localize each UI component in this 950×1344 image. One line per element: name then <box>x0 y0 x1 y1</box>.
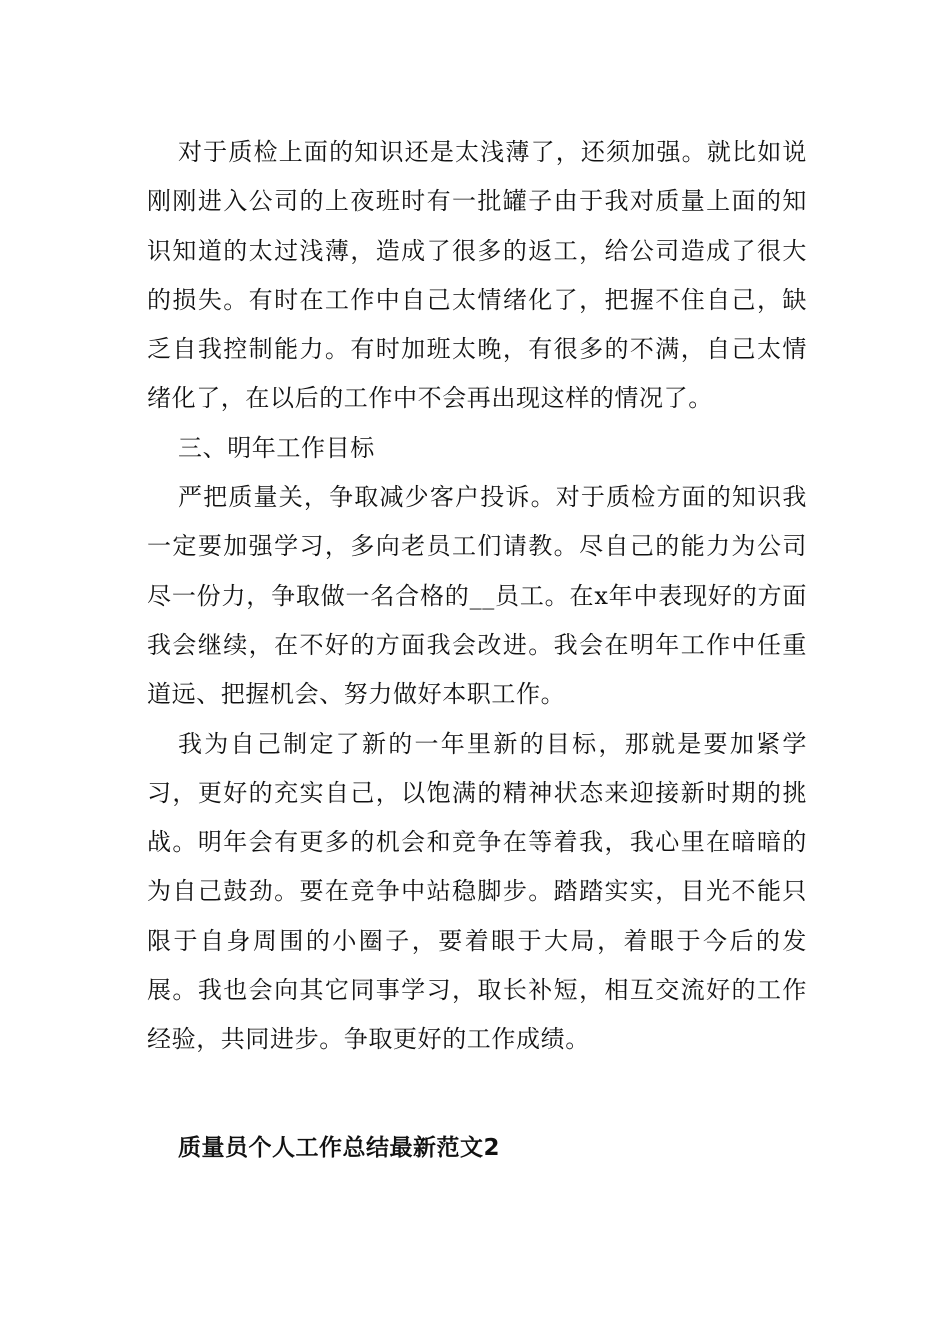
body-text <box>147 128 807 1065</box>
paragraph-quality-knowledge: 对于质检上面的知识还是太浅薄了，还须加强。就比如说刚刚进入公司的上夜班时有一批罐子由于我对质量上面的知识知道的太过浅薄，造成了很多的返工，给公司造成了很大的损失。有时在工作中自己太情绪化了，把握不住自己，缺乏自我控制能力。有时加班太晚，有很多的不满，自己太情绪化了，在以后的工作中不会再出现这样的情况了。 <box>147 138 807 413</box>
paragraph-new-year-goals: 我为自己制定了新的一年里新的目标，那就是要加紧学习，更好的充实自己，以饱满的精神状态来迎接新时期的挑战。明年会有更多的机会和竞争在等着我，我心里在暗暗的为自己鼓劲。要在竞争中站稳脚步。踏踏实实，目光不能只限于自身周围的小圈子，要着眼于大局，着眼于今后的发展。我也会向其它同事学习，取长补短，相互交流好的工作经验，共同进步。争取更好的工作成绩。 <box>147 729 807 1054</box>
section-heading-next-year-goals: 三、明年工作目标 <box>178 433 375 462</box>
paragraph-quality-control: 严把质量关，争取减少客户投诉。对于质检方面的知识我一定要加强学习，多向老员工们请教。尽自己的能力为公司尽一份力，争取做一名合格的__员工。在x年中表现好的方面我会继续，在不好的方面我会改进。我会在明年工作中任重道远、把握机会、努力做好本职工作。 <box>147 483 807 709</box>
next-article-title: 质量员个人工作总结最新范文2 <box>178 1135 501 1161</box>
